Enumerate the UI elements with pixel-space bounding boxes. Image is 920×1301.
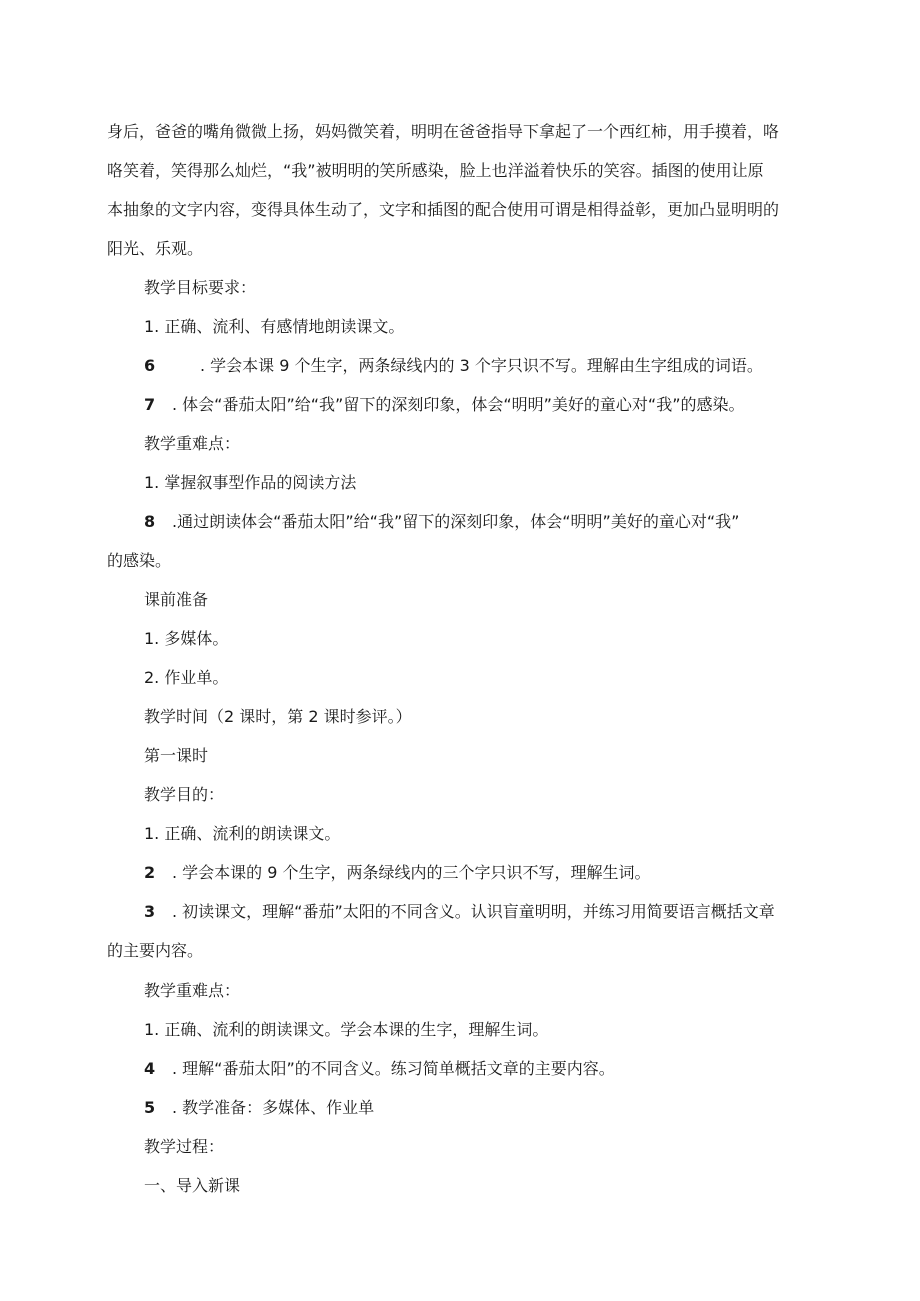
difficulty2-item-3	[107, 1088, 862, 1127]
aim-item-2-number: 2	[144, 863, 156, 882]
difficulty2-item-3-number: 5	[144, 1098, 156, 1117]
difficulty2-item-3-text: . 教学准备：多媒体、作业单	[172, 1098, 375, 1117]
difficulty-item-2-text: .通过朗读体会“番茄太阳”给“我”留下的深刻印象，体会“明明”美好的童心对“我”	[172, 512, 740, 531]
difficulty-item-2-number: 8	[144, 512, 156, 531]
prep-item-1: 1. 多媒体。	[144, 629, 229, 648]
difficulty2-heading: 教学重难点：	[144, 981, 241, 1000]
section-1-heading: 一、导入新课	[144, 1176, 241, 1195]
intro-line-4: 阳光、乐观。	[107, 239, 204, 258]
difficulty2-item-1: 1. 正确、流利的朗读课文。学会本课的生字，理解生词。	[144, 1020, 549, 1039]
intro-line-1: 身后，爸爸的嘴角微微上扬，妈妈微笑着，明明在爸爸指导下拿起了一个西红柿，用手摸着，咯	[107, 122, 780, 141]
teaching-time: 教学时间（2 课时，第 2 课时参评。）	[144, 707, 412, 726]
goals-heading: 教学目标要求：	[144, 278, 257, 297]
goal-item-3-text: . 体会“番茄太阳”给“我”留下的深刻印象，体会“明明”美好的童心对“我”的感染。	[172, 395, 745, 414]
goal-item-2-number: 6	[144, 356, 156, 375]
aim-item-3-line-2: 的主要内容。	[107, 941, 204, 960]
goal-item-3-number: 7	[144, 395, 156, 414]
difficulty-heading: 教学重难点：	[144, 434, 241, 453]
difficulty-item-1: 1. 掌握叙事型作品的阅读方法	[144, 473, 357, 492]
difficulty-item-2-line-1	[107, 502, 825, 541]
intro-line-2: 咯笑着，笑得那么灿烂，“我”被明明的笑所感染，脸上也洋溢着快乐的笑容。插图的使用让原	[107, 161, 764, 180]
difficulty2-item-2-number: 4	[144, 1059, 156, 1078]
aim-item-3-text: . 初读课文，理解“番茄”太阳的不同含义。认识盲童明明，并练习用简要语言概括文章	[172, 902, 775, 921]
goal-item-2-text: . 学会本课 9 个生字，两条绿线内的 3 个字只识不写。理解由生字组成的词语。	[200, 356, 763, 375]
difficulty2-item-2	[107, 1049, 862, 1088]
aim-item-1: 1. 正确、流利的朗读课文。	[144, 824, 341, 843]
goal-item-2	[107, 346, 862, 385]
intro-line-3: 本抽象的文字内容，变得具体生动了，文字和插图的配合使用可谓是相得益彰，更加凸显明明的	[107, 200, 780, 219]
prep-heading: 课前准备	[144, 590, 209, 609]
aims-heading: 教学目的：	[144, 785, 225, 804]
aim-item-3	[107, 892, 825, 970]
lesson-1-heading: 第一课时	[144, 746, 209, 765]
intro-paragraph	[107, 112, 825, 268]
difficulty2-item-2-text: . 理解“番茄太阳”的不同含义。练习简单概括文章的主要内容。	[172, 1059, 615, 1078]
aim-item-3-number: 3	[144, 902, 156, 921]
difficulty-item-2-line-2: 的感染。	[107, 551, 172, 570]
prep-item-2: 2. 作业单。	[144, 668, 229, 687]
aim-item-3-line-1	[107, 892, 825, 931]
process-heading: 教学过程：	[144, 1137, 225, 1156]
difficulty-item-2	[107, 502, 825, 580]
goal-item-1: 1. 正确、流利、有感情地朗读课文。	[144, 317, 405, 336]
aim-item-2	[107, 853, 862, 892]
goal-item-3	[107, 385, 862, 424]
aim-item-2-text: . 学会本课的 9 个生字，两条绿线内的三个字只识不写，理解生词。	[172, 863, 651, 882]
